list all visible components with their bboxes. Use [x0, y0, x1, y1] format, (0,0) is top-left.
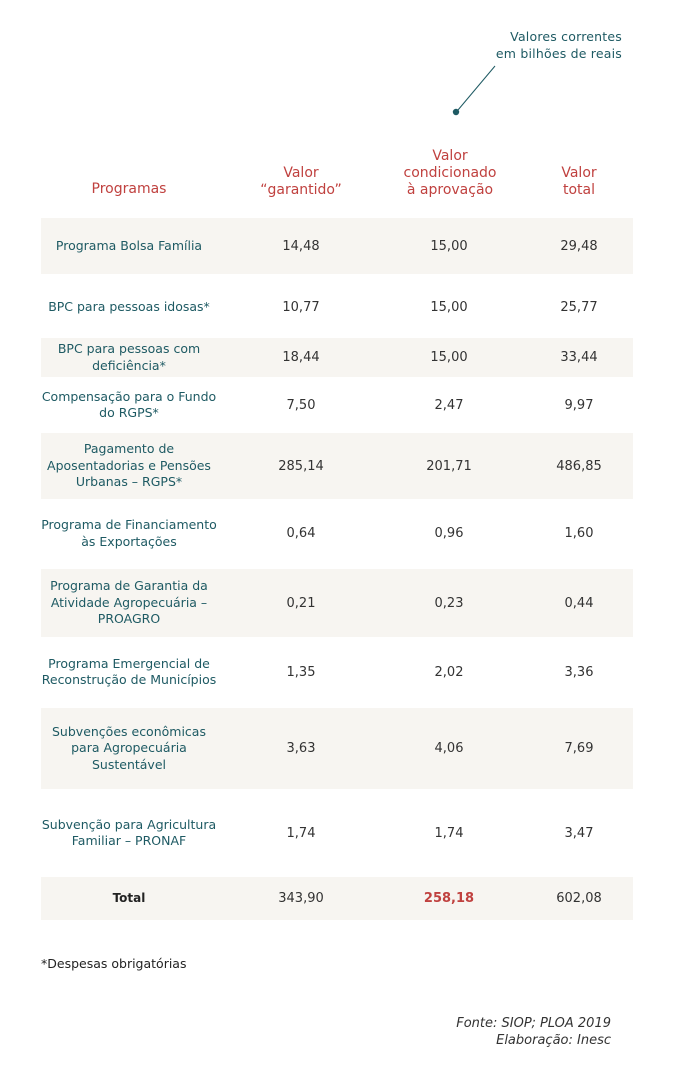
- guaranteed-value: 14,48: [282, 238, 320, 254]
- program-name-text: BPC para pessoas idosas*: [48, 299, 210, 315]
- program-name: [41, 569, 217, 637]
- conditioned-value: 2,47: [434, 397, 464, 413]
- program-name-text: Pagamento de Aposentadorias e Pensões Urbanas – RGPS*: [47, 441, 211, 490]
- conditioned-value: 201,71: [426, 458, 472, 474]
- source-credit: [456, 1015, 611, 1049]
- source-line-1: Fonte: SIOP; PLOA 2019: [456, 1016, 611, 1031]
- total-guaranteed-value: 343,90: [278, 891, 324, 906]
- guaranteed-value: 1,74: [286, 825, 316, 841]
- guaranteed-value: 0,21: [286, 595, 316, 611]
- units-note-line-1: Valores correntes: [510, 29, 622, 44]
- table-row: [41, 790, 633, 876]
- guaranteed-value: 0,64: [286, 526, 316, 541]
- header-conditioned-line-2: condicionado: [403, 165, 497, 181]
- table-row: [41, 378, 633, 432]
- program-name-text: Compensação para o Fundo do RGPS*: [41, 388, 217, 420]
- table-row: [41, 218, 633, 274]
- table-row: [41, 637, 633, 707]
- header-conditioned: [369, 148, 531, 199]
- program-name: [41, 500, 217, 567]
- total-value: 33,44: [560, 350, 598, 365]
- program-name: [41, 218, 217, 274]
- program-name-text: Programa de Garantia da Atividade Agropecuária – PROAGRO: [50, 578, 208, 627]
- header-programs-label: Programas: [91, 181, 167, 197]
- program-name: [41, 378, 217, 432]
- table-row: [41, 433, 633, 499]
- table-row: [41, 569, 633, 637]
- conditioned-value: 15,00: [430, 238, 468, 254]
- conditioned-value: 1,74: [434, 825, 464, 841]
- program-name: [41, 790, 217, 876]
- program-name-text: Subvenções econômicas para Agropecuária Sustentável: [52, 723, 206, 772]
- table-row: [41, 500, 633, 567]
- guaranteed-value: 285,14: [278, 458, 324, 474]
- total-value: 1,60: [564, 526, 594, 541]
- table-row: [41, 280, 633, 335]
- program-name: [41, 280, 217, 335]
- total-total-value: 602,08: [556, 891, 602, 906]
- total-value: 3,36: [564, 664, 594, 680]
- program-name-text: Subvenção para Agricultura Familiar – PRONAF: [41, 816, 217, 848]
- total-label: Total: [112, 891, 146, 906]
- conditioned-value: 15,00: [430, 300, 468, 315]
- header-total-line-2: total: [562, 182, 595, 198]
- total-value: 486,85: [556, 458, 602, 474]
- table-row: [41, 708, 633, 789]
- guaranteed-value: 18,44: [282, 350, 320, 365]
- pointer-line: [458, 66, 495, 110]
- program-name: [41, 338, 217, 377]
- program-name-text: BPC para pessoas com deficiência*: [57, 341, 201, 373]
- total-value: 0,44: [564, 595, 594, 611]
- units-note-line-2: em bilhões de reais: [495, 46, 622, 61]
- source-line-2: Elaboração: Inesc: [496, 1033, 611, 1048]
- guaranteed-value: 3,63: [286, 741, 316, 756]
- total-value: 7,69: [564, 741, 594, 756]
- program-name: [41, 433, 217, 499]
- total-conditioned-value: 258,18: [423, 891, 475, 906]
- header-guaranteed: [239, 165, 363, 199]
- total-value: 25,77: [560, 300, 598, 315]
- header-programs: [41, 181, 217, 198]
- conditioned-value: 4,06: [434, 741, 464, 756]
- program-name-text: Programa Emergencial de Reconstrução de Municípios: [41, 655, 217, 687]
- conditioned-value: 15,00: [430, 350, 468, 365]
- header-total: [525, 165, 633, 199]
- header-guaranteed-line-1: Valor: [283, 165, 319, 181]
- program-name: [41, 637, 217, 707]
- total-value: 9,97: [564, 397, 594, 413]
- header-conditioned-line-1: Valor: [432, 148, 468, 164]
- guaranteed-value: 7,50: [286, 397, 316, 413]
- total-value: 29,48: [560, 238, 598, 254]
- header-total-line-1: Valor: [561, 165, 597, 181]
- total-row: [41, 877, 633, 920]
- header-conditioned-line-3: à aprovação: [406, 182, 494, 198]
- guaranteed-value: 1,35: [286, 664, 316, 680]
- units-note: [422, 28, 622, 62]
- program-name-text: Programa Bolsa Família: [55, 237, 203, 253]
- header-guaranteed-line-2: “garantido”: [260, 182, 342, 198]
- conditioned-value: 0,23: [434, 595, 464, 611]
- conditioned-value: 2,02: [434, 664, 464, 680]
- table-row: [41, 338, 633, 377]
- footnote: *Despesas obrigatórias: [41, 956, 187, 971]
- conditioned-value: 0,96: [434, 526, 464, 541]
- total-value: 3,47: [564, 825, 594, 841]
- program-name: [41, 708, 217, 789]
- guaranteed-value: 10,77: [282, 300, 320, 315]
- pointer-dot: [453, 109, 459, 115]
- program-name-text: Programa de Financiamento às Exportações: [41, 517, 217, 549]
